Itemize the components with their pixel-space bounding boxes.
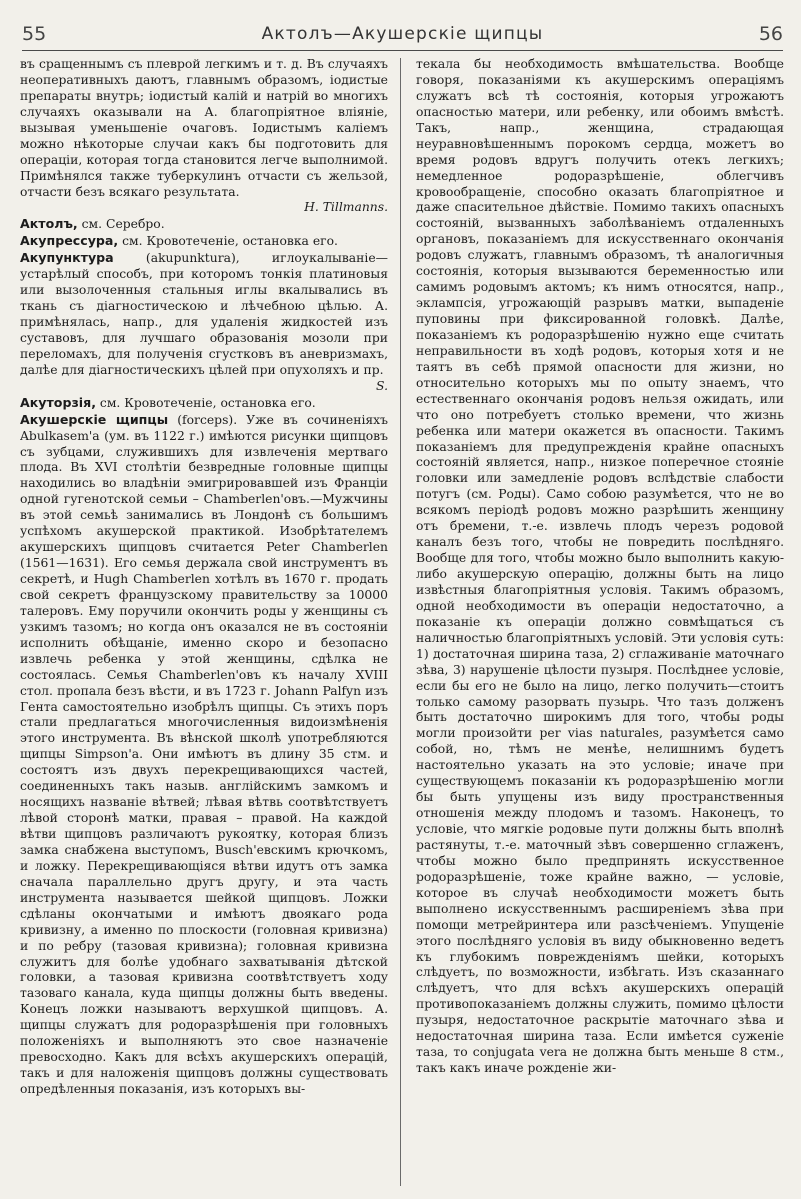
entry-heading: Акуторзія, [20, 394, 96, 410]
running-header [22, 18, 783, 51]
running-title: Актолъ—Акушерскіе щипцы [261, 24, 544, 44]
left-column [20, 57, 388, 1192]
entry-akusherskie-shchiptsy [20, 412, 388, 1098]
paragraph-continuation: текала бы необходимость вмѣшательства. Вообще говоря, показаніями къ акушерскимъ операціямъ служатъ всѣ тѣ состоянія, которыя угрожаютъ опасностью матери, или ребенку, или обоимъ вмѣстѣ. Такъ, напр., женщина, страдающая неуравновѣшеннымъ порокомъ сердца, можетъ во время родовъ вдругъ получить отекъ легкихъ; немедленное родоразрѣшеніе, облегчивъ кровообращеніе, способно оказать благопріятное и даже спасительное дѣйствіе. Помимо такихъ опасныхъ состояній, вызванныхъ заболѣваніемъ отдаленныхъ органовъ, показаніемъ для искусственнаго окончанія родовъ служатъ, главнымъ образомъ, тѣ аналогичныя состоянія, которыя вызываются беременностью или самимъ родовымъ актомъ; къ нимъ относятся, напр., эклампсія, угрожающій разрывъ матки, выпаденіе пуповины при фиксированной головкѣ. Далѣе, показаніемъ къ родоразрѣшенію нужно еще считать неправильности въ ходѣ родовъ, которыя хотя и не таятъ въ себѣ прямой опасности для жизни, но относительно которыхъ мы по опыту знаемъ, что естественнаго окончанія родовъ нельзя ожидать, или что оно потребуетъ столько времени, что жизнь ребенка или матери окажется въ опасности. Такимъ показаніемъ для предупрежденія крайне опасныхъ состояній является, напр., низкое поперечное стояніе головки или замедленіе родовъ вслѣдствіе слабости потугъ (см. Роды). Само собою разумѣется, что не во всякомъ періодѣ родовъ можно разрѣшить женщину отъ бремени, т.-е. извлечь плодъ черезъ родовой каналъ безъ того, чтобы не повредить послѣдняго. Вообще для того, чтобы можно было выполнить какую-либо акушерскую операцію, должны быть на лицо извѣстныя благопріятныя условія. Такимъ образомъ, одной необходимости въ операціи недостаточно, а показаніе къ операціи должно совмѣщаться съ наличностью благопріятныхъ условій. Эти условія суть: 1) достаточная ширина таза, 2) сглаживаніе маточнаго зѣва, 3) нарушеніе цѣлости пузыря. Послѣднее условіе, если бы его не было на лицо, легко получить—стоитъ только самому разорвать пузырь. Что тазъ долженъ быть достаточно широкимъ для того, чтобы роды могли произойти per vias naturales, разумѣется само собой, но, тѣмъ не менѣе, нелишнимъ будетъ настоятельно указать на это условіе; иначе при существующемъ показаніи къ родоразрѣшенію могли бы быть упущены изъ виду пространственныя отношенія между плодомъ и тазомъ. Наконецъ, то условіе, что мягкіе родовые пути должны быть вполнѣ растянуты, т.-е. маточный зѣвъ совершенно сглаженъ, чтобы можно было предпринять искусственное родоразрѣшеніе, тоже крайне важно, — условіе, которое въ случаѣ необходимости можетъ быть выполнено искусственнымъ расширеніемъ зѣва при помощи метрейринтера или разсѣченіемъ. Упущеніе этого послѣдняго условія въ виду обыкновенно ведетъ къ глубокимъ поврежденіямъ шейки, которыхъ слѣдуетъ, по возможности, избѣгать. Изъ сказаннаго слѣдуетъ, что для всѣхъ акушерскихъ операцій противопоказаніемъ должны служить, помимо цѣлости пузыря, недостаточное раскрытіе маточнаго зѣва и недостаточная ширина таза. Если имѣется суженіе таза, то conjugata vera не должна быть меньше 8 стм., такъ какъ иначе рожденіе жи- [416, 57, 784, 1076]
page-number-left: 55 [22, 23, 47, 45]
entry-text: см. Кровотеченіе, остановка его. [118, 234, 338, 249]
right-column [416, 57, 784, 1192]
entry-heading: Акушерскіе щипцы [20, 411, 169, 427]
entry-heading: Акупунктура [20, 250, 114, 266]
paragraph-continuation: въ сращеннымъ съ плеврой легкимъ и т. д. Въ случаяхъ неоперативныхъ даютъ, главнымъ образомъ, іодистые препараты внутрь; іодистый калій и натрій во многихъ случаяхъ оказывали на А. благопріятное вліяніе, вызывая уменьшеніе очаговъ. Іодистымъ каліемъ можно нѣкоторые случаи какъ бы подготовить для операціи, которая тогда становится легче выполнимой. Примѣнялся также туберкулинъ отчасти съ жельзой, отчасти безъ всякаго результата. [20, 57, 388, 199]
author-signature: Н. Tillmanns. [304, 200, 388, 215]
entry-akupressura [20, 233, 388, 250]
page-number-right: 56 [758, 23, 783, 45]
entry-heading: Актолъ, [20, 216, 78, 232]
author-signature: S. [376, 378, 388, 393]
entry-heading: Акупрессура, [20, 233, 119, 249]
entry-aktol [20, 216, 388, 233]
column-divider [400, 58, 401, 1186]
entry-text: см. Кровотеченіе, остановка его. [95, 395, 316, 410]
entry-text: (akupunktura), иглоукалываніе—устарѣлый способъ, при которомъ тонкія платиновыя или вызолоченныя стальныя иглы вкалывались въ ткань съ діагностическою и лѣчебною цѣлью. А. примѣнялась, напр., для удаленія жидкостей изъ суставовъ, для лучшаго образованія мозоли при переломахъ, для полученія сгустковъ въ аневризмахъ, далѣе для діагностическихъ цѣлей при опухоляхъ и пр. [20, 251, 388, 377]
entry-text: см. Серебро. [77, 217, 165, 232]
entry-akutorziya [20, 395, 388, 412]
entry-text: (forceps). Уже въ сочиненіяхъ Abulkasem'a (ум. въ 1122 г.) имѣются рисунки щипцовъ съ зубцами, служившихъ для извлеченія мертваго плода. Въ XVI столѣтіи безвредные головные щипцы находились во владѣніи эмигрировавшей изъ Франціи одной гугенотской семьи – Chamberlen'овъ.—Мужчины въ этой семьѣ занимались въ Лондонѣ съ большимъ успѣхомъ акушерской практикой. Изобрѣтателемъ акушерскихъ щипцовъ считается Peter Chamberlen (1561—1631). Его семья держала свой инструментъ въ секретѣ, и Hugh Chamberlen хотѣлъ въ 1670 г. продать свой секретъ французскому правительству за 10000 талеровъ. Ему поручили окончить роды у женщины съ узкимъ тазомъ; но когда онъ оказался не въ состояніи исполнить обѣщаніе, именно скоро и безопасно извлечь ребенка у этой женщины, сдѣлка не состоялась. Семья Chamberlen'овъ къ началу XVIII стол. пропала безъ вѣсти, и въ 1723 г. Johann Palfyn изъ Гента самостоятельно изобрѣлъ щипцы. Съ этихъ поръ стали предлагаться многочисленныя видоизмѣненія этого инструмента. Въ вѣнской школѣ употребляются щипцы Simpson'a. Они имѣютъ въ длину 35 стм. и состоятъ изъ двухъ перекрещивающихся частей, соединенныхъ такъ назыв. англійскимъ замкомъ и носящихъ названіе вѣтвей; лѣвая вѣтвь соотвѣтствуетъ лѣвой сторонѣ матки, правая – правой. На каждой вѣтви щипцовъ различаютъ рукоятку, которая близъ замка снабжена выступомъ, Busch'евскимъ крючкомъ, и ложку. Перекрещивающіяся вѣтви идутъ отъ замка сначала параллельно другъ другу, и эта часть инструмента называется шейкой щипцовъ. Ложки сдѣланы окончатыми и имѣютъ двоякаго рода кривизну, а именно по плоскости (головная кривизна) и по ребру (тазовая кривизна); головная кривизна служитъ для болѣе удобнаго захватыванія дѣтской головки, а тазовая кривизна соотвѣтствуетъ ходу тазоваго канала, куда щипцы должны быть введены. Конецъ ложки называютъ верхушкой щипцовъ. А. щипцы служатъ для родоразрѣшенія при головныхъ положеніяхъ и выполняютъ это свое назначеніе превосходно. Какъ для всѣхъ акушерскихъ операцій, такъ и для наложенія щипцовъ должны существовать опредѣленныя показанія, изъ которыхъ вы- [20, 412, 388, 1096]
entry-akupunktura [20, 250, 388, 379]
